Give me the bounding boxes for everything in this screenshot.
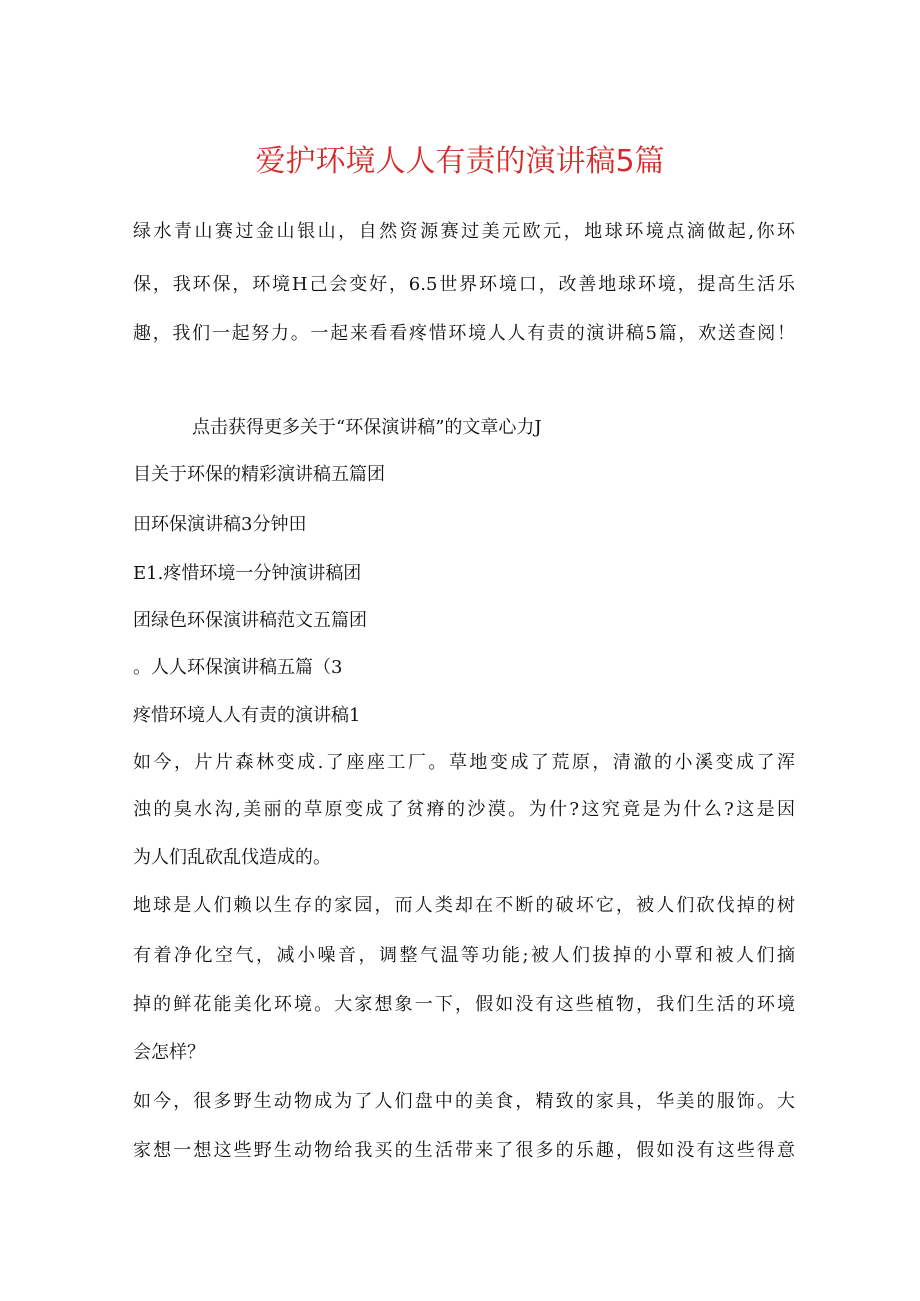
paragraph-line: 地球是人们赖以生存的家园，而人类却在不断的破坏它，被人们砍伐掉的树 — [133, 895, 795, 916]
intro-line: 趣，我们一起努力。一起来看看疼惜环境人人有责的演讲稿5篇，欢送查阅！ — [133, 323, 795, 344]
article-link[interactable]: 目关于环保的精彩演讲稿五篇团 — [133, 464, 385, 485]
intro-line: 绿水青山赛过金山银山，自然资源赛过美元欧元，地球环境点滴做起,你环 — [133, 221, 795, 242]
links-intro: 点击获得更多关于“环保演讲稿”的文章心力J — [192, 417, 542, 438]
paragraph-line: 有着净化空气，减小噪音，调整气温等功能;被人们拔掉的小覃和被人们摘 — [133, 945, 795, 966]
article-link[interactable]: E1.疼惜环境一分钟演讲稿团 — [133, 563, 362, 584]
paragraph-line: 家想一想这些野生动物给我买的生活带来了很多的乐趣，假如没有这些得意 — [133, 1140, 795, 1161]
article-link[interactable]: 团绿色环保演讲稿范文五篇团 — [133, 610, 367, 631]
section-heading: 疼惜环境人人有责的演讲稿1 — [133, 705, 361, 726]
paragraph-line: 为人们乱砍乱伐造成的。 — [133, 847, 331, 868]
paragraph-line: 如今，很多野生动物成为了人们盘中的美食，精致的家具，华美的服饰。大 — [133, 1091, 795, 1112]
paragraph-line: 如今，片片森林变成.了座座工厂。草地变成了荒原，清澈的小溪变成了浑 — [133, 752, 795, 773]
paragraph-line: 掉的鲜花能美化环境。大家想象一下，假如没有这些植物，我们生活的环境 — [133, 994, 795, 1015]
article-link[interactable]: 。人人环保演讲稿五篇（3 — [133, 657, 343, 678]
paragraph-line: 浊的臭水沟,美丽的草原变成了贫瘠的沙漠。为什?这究竟是为什么?这是因 — [133, 799, 795, 820]
paragraph-line: 会怎样？ — [133, 1042, 205, 1063]
document-title: 爱护环境人人有责的演讲稿5篇 — [255, 144, 665, 179]
article-link[interactable]: 田环保演讲稿3分钟田 — [133, 514, 307, 535]
intro-line: 保，我环保，环境H己会变好，6.5世界环境口，改善地球环境，提高生活乐 — [133, 274, 795, 295]
